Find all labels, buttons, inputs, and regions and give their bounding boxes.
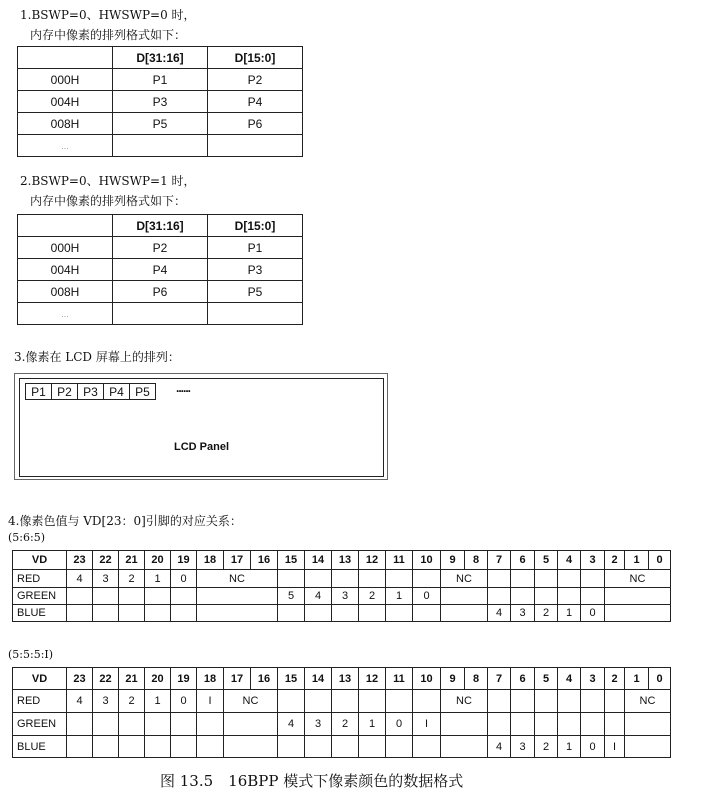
bit-cell (278, 605, 305, 622)
format-label-565: (5:6:5) (8, 531, 45, 544)
pixel-cell: P2 (208, 69, 303, 91)
bit-cell: 3 (93, 690, 119, 713)
table-row (18, 113, 303, 135)
bit-header-row (13, 668, 671, 690)
address-cell: 008H (18, 281, 113, 303)
lcd-panel-frame (14, 373, 388, 480)
bit-cell (224, 736, 278, 758)
bit-number-header: 23 (67, 668, 93, 690)
bit-cell (67, 605, 93, 622)
bit-cell (359, 690, 386, 713)
bit-cell (413, 736, 441, 758)
bit-cell (197, 736, 224, 758)
bit-cell (558, 588, 581, 605)
table-header: D[31:16] (113, 47, 208, 69)
color-row-green (13, 588, 671, 605)
vd-mapping-table-565 (12, 550, 671, 622)
section1-title: 1.BSWP=0、HWSWP=0 时， (20, 8, 196, 22)
bit-cell: 3 (511, 736, 535, 758)
bit-cell (386, 736, 413, 758)
format-label-5551: (5:5:5:I) (8, 648, 54, 661)
bit-cell: 2 (119, 690, 145, 713)
bit-cell (145, 713, 171, 736)
bit-cell (197, 588, 278, 605)
bit-cell (197, 713, 224, 736)
pixel-cell: P5 (208, 281, 303, 303)
color-row-red (13, 690, 671, 713)
table-row (18, 69, 303, 91)
table-row (18, 281, 303, 303)
bit-cell (625, 713, 671, 736)
bit-cell (558, 690, 581, 713)
bit-cell: 4 (488, 605, 511, 622)
color-row-green (13, 713, 671, 736)
bit-cell (119, 713, 145, 736)
bit-cell (488, 570, 511, 588)
bit-number-header: 2 (605, 668, 625, 690)
pixel-cell: P6 (208, 113, 303, 135)
bit-cell (625, 736, 671, 758)
bit-number-header: 2 (605, 551, 625, 570)
bit-cell (171, 736, 197, 758)
bit-cell: 1 (386, 588, 413, 605)
bit-number-header: 15 (278, 668, 305, 690)
bit-cell: 3 (93, 570, 119, 588)
pixel-cell (208, 303, 303, 325)
bit-cell: 1 (558, 605, 581, 622)
pixel-cell: P1 (113, 69, 208, 91)
nc-cell: NC (197, 570, 278, 588)
memory-table-1 (17, 46, 303, 157)
table-row (18, 259, 303, 281)
bit-header-row (13, 551, 671, 570)
bit-cell (535, 588, 558, 605)
lcd-pixel: P2 (51, 383, 78, 400)
bit-number-header: 19 (171, 551, 197, 570)
pixel-cell: P3 (113, 91, 208, 113)
bit-number-header: 4 (558, 551, 581, 570)
bit-cell (441, 736, 488, 758)
bit-cell (197, 605, 278, 622)
color-label: GREEN (13, 588, 67, 605)
bit-cell: 2 (332, 713, 359, 736)
nc-cell: NC (441, 690, 488, 713)
bit-cell (305, 736, 332, 758)
bit-cell: 4 (67, 690, 93, 713)
bit-cell: I (605, 736, 625, 758)
bit-cell (332, 736, 359, 758)
bit-cell: 2 (119, 570, 145, 588)
bit-cell: 1 (145, 690, 171, 713)
bit-number-header: 17 (224, 551, 251, 570)
bit-cell (305, 690, 332, 713)
table-header (18, 215, 113, 237)
bit-cell (488, 690, 511, 713)
bit-cell (605, 713, 625, 736)
bit-cell (67, 588, 93, 605)
section4-title: 4.像素色值与 VD[23：0]引脚的对应关系： (8, 514, 242, 528)
bit-cell (511, 588, 535, 605)
lcd-pixel: P1 (25, 383, 52, 400)
bit-cell: 0 (581, 736, 605, 758)
bit-number-header: 11 (386, 668, 413, 690)
bit-cell: 0 (386, 713, 413, 736)
bit-cell (488, 713, 511, 736)
table-header: D[31:16] (113, 215, 208, 237)
bit-cell: 2 (535, 736, 558, 758)
lcd-pixel: P3 (77, 383, 104, 400)
bit-number-header: 10 (413, 551, 441, 570)
bit-cell (581, 570, 605, 588)
bit-number-header: 11 (386, 551, 413, 570)
bit-cell: 4 (305, 588, 332, 605)
address-cell: 008H (18, 113, 113, 135)
bit-cell (413, 570, 441, 588)
bit-cell (67, 736, 93, 758)
color-label: GREEN (13, 713, 67, 736)
bit-number-header: 15 (278, 551, 305, 570)
nc-cell: NC (625, 690, 671, 713)
lcd-panel (19, 378, 384, 477)
bit-cell (605, 588, 671, 605)
bit-number-header: 14 (305, 668, 332, 690)
bit-cell (67, 713, 93, 736)
pixel-cell (208, 135, 303, 157)
bit-cell (581, 690, 605, 713)
bit-number-header: 16 (251, 551, 278, 570)
bit-cell: 4 (278, 713, 305, 736)
bit-cell (278, 690, 305, 713)
bit-number-header: 19 (171, 668, 197, 690)
bit-cell: 2 (359, 588, 386, 605)
bit-cell: 0 (413, 588, 441, 605)
bit-number-header: 21 (119, 668, 145, 690)
table-row (18, 303, 303, 325)
bit-cell: 0 (171, 570, 197, 588)
address-cell: 004H (18, 259, 113, 281)
color-label: BLUE (13, 736, 67, 758)
bit-number-header: 8 (465, 551, 488, 570)
bit-cell (119, 736, 145, 758)
bit-cell (278, 570, 305, 588)
pixel-cell: P4 (208, 91, 303, 113)
section2-title: 2.BSWP=0、HWSWP=1 时， (20, 174, 196, 188)
bit-cell (558, 713, 581, 736)
nc-cell: NC (605, 570, 671, 588)
pixel-cell: P3 (208, 259, 303, 281)
bit-number-header: 6 (511, 668, 535, 690)
bit-number-header: 22 (93, 551, 119, 570)
bit-cell: 4 (67, 570, 93, 588)
address-cell: 004H (18, 91, 113, 113)
bit-cell (605, 690, 625, 713)
color-label: RED (13, 690, 67, 713)
bit-cell: 1 (359, 713, 386, 736)
bit-cell (488, 588, 511, 605)
table-header: D[15:0] (208, 215, 303, 237)
bit-number-header: 10 (413, 668, 441, 690)
table-header (18, 47, 113, 69)
bit-cell (413, 690, 441, 713)
bit-cell: 0 (581, 605, 605, 622)
bit-cell (93, 588, 119, 605)
bit-cell (535, 570, 558, 588)
bit-cell: 3 (511, 605, 535, 622)
lcd-pixel: P5 (129, 383, 156, 400)
bit-cell (581, 713, 605, 736)
vd-header: VD (13, 668, 67, 690)
bit-number-header: 8 (465, 668, 488, 690)
bit-cell (581, 588, 605, 605)
lcd-ellipsis: ...... (176, 381, 191, 395)
pixel-cell: P4 (113, 259, 208, 281)
bit-cell (413, 605, 441, 622)
figure-caption: 图 13.5 16BPP 模式下像素颜色的数据格式 (160, 772, 464, 790)
nc-cell: NC (224, 690, 278, 713)
bit-number-header: 9 (441, 551, 465, 570)
bit-cell (386, 690, 413, 713)
bit-cell (386, 570, 413, 588)
section3-title: 3.像素在 LCD 屏幕上的排列： (14, 350, 180, 364)
bit-cell (119, 605, 145, 622)
bit-number-header: 7 (488, 668, 511, 690)
bit-cell (386, 605, 413, 622)
bit-cell (359, 605, 386, 622)
bit-cell (305, 570, 332, 588)
bit-cell: 3 (305, 713, 332, 736)
table-row (18, 237, 303, 259)
bit-cell (145, 605, 171, 622)
bit-cell (171, 588, 197, 605)
bit-cell (332, 570, 359, 588)
table-row (18, 91, 303, 113)
address-cell: 000H (18, 237, 113, 259)
bit-cell: 3 (332, 588, 359, 605)
bit-cell (305, 605, 332, 622)
vd-mapping-table-5551 (12, 667, 671, 758)
bit-cell (511, 713, 535, 736)
bit-number-header: 5 (535, 551, 558, 570)
bit-cell (558, 570, 581, 588)
bit-number-header: 13 (332, 551, 359, 570)
color-row-blue (13, 736, 671, 758)
bit-cell (511, 570, 535, 588)
bit-cell (93, 736, 119, 758)
bit-number-header: 23 (67, 551, 93, 570)
address-cell: ... (18, 135, 113, 157)
bit-cell: 5 (278, 588, 305, 605)
pixel-cell (113, 135, 208, 157)
bit-cell: 2 (535, 605, 558, 622)
bit-number-header: 18 (197, 551, 224, 570)
bit-cell (441, 588, 488, 605)
bit-cell (171, 713, 197, 736)
bit-number-header: 6 (511, 551, 535, 570)
bit-number-header: 12 (359, 551, 386, 570)
table-header: D[15:0] (208, 47, 303, 69)
bit-number-header: 16 (251, 668, 278, 690)
bit-cell (605, 605, 671, 622)
bit-cell: I (413, 713, 441, 736)
bit-number-header: 9 (441, 668, 465, 690)
bit-cell: I (197, 690, 224, 713)
bit-cell (535, 690, 558, 713)
color-row-red (13, 570, 671, 588)
pixel-cell: P5 (113, 113, 208, 135)
bit-cell (441, 605, 488, 622)
bit-cell (93, 713, 119, 736)
bit-cell (332, 605, 359, 622)
bit-cell (535, 713, 558, 736)
section1-subtitle: 内存中像素的排列格式如下： (30, 28, 187, 42)
bit-number-header: 3 (581, 668, 605, 690)
bit-cell: 1 (145, 570, 171, 588)
bit-number-header: 7 (488, 551, 511, 570)
pixel-cell: P1 (208, 237, 303, 259)
bit-number-header: 1 (625, 551, 649, 570)
nc-cell: NC (441, 570, 488, 588)
bit-number-header: 0 (649, 668, 671, 690)
bit-cell (278, 736, 305, 758)
bit-number-header: 21 (119, 551, 145, 570)
address-cell: ... (18, 303, 113, 325)
bit-cell (171, 605, 197, 622)
bit-number-header: 5 (535, 668, 558, 690)
bit-number-header: 20 (145, 551, 171, 570)
bit-number-header: 4 (558, 668, 581, 690)
bit-cell (359, 570, 386, 588)
bit-cell: 4 (488, 736, 511, 758)
pixel-cell (113, 303, 208, 325)
lcd-panel-label: LCD Panel (173, 441, 229, 453)
vd-header: VD (13, 551, 67, 570)
bit-number-header: 22 (93, 668, 119, 690)
bit-cell (93, 605, 119, 622)
bit-number-header: 0 (649, 551, 671, 570)
bit-cell (441, 713, 488, 736)
bit-cell (332, 690, 359, 713)
pixel-cell: P2 (113, 237, 208, 259)
color-label: RED (13, 570, 67, 588)
bit-cell: 1 (558, 736, 581, 758)
pixel-cell: P6 (113, 281, 208, 303)
bit-cell: 0 (171, 690, 197, 713)
bit-cell (224, 713, 278, 736)
bit-cell (119, 588, 145, 605)
bit-number-header: 17 (224, 668, 251, 690)
memory-table-2 (17, 214, 303, 325)
bit-cell (511, 690, 535, 713)
section2-subtitle: 内存中像素的排列格式如下： (30, 194, 187, 208)
bit-number-header: 3 (581, 551, 605, 570)
color-label: BLUE (13, 605, 67, 622)
bit-number-header: 13 (332, 668, 359, 690)
table-row (18, 135, 303, 157)
bit-number-header: 12 (359, 668, 386, 690)
bit-number-header: 20 (145, 668, 171, 690)
address-cell: 000H (18, 69, 113, 91)
lcd-pixel: P4 (103, 383, 130, 400)
bit-number-header: 18 (197, 668, 224, 690)
bit-cell (145, 588, 171, 605)
bit-cell (359, 736, 386, 758)
color-row-blue (13, 605, 671, 622)
bit-number-header: 14 (305, 551, 332, 570)
bit-cell (145, 736, 171, 758)
bit-number-header: 1 (625, 668, 649, 690)
